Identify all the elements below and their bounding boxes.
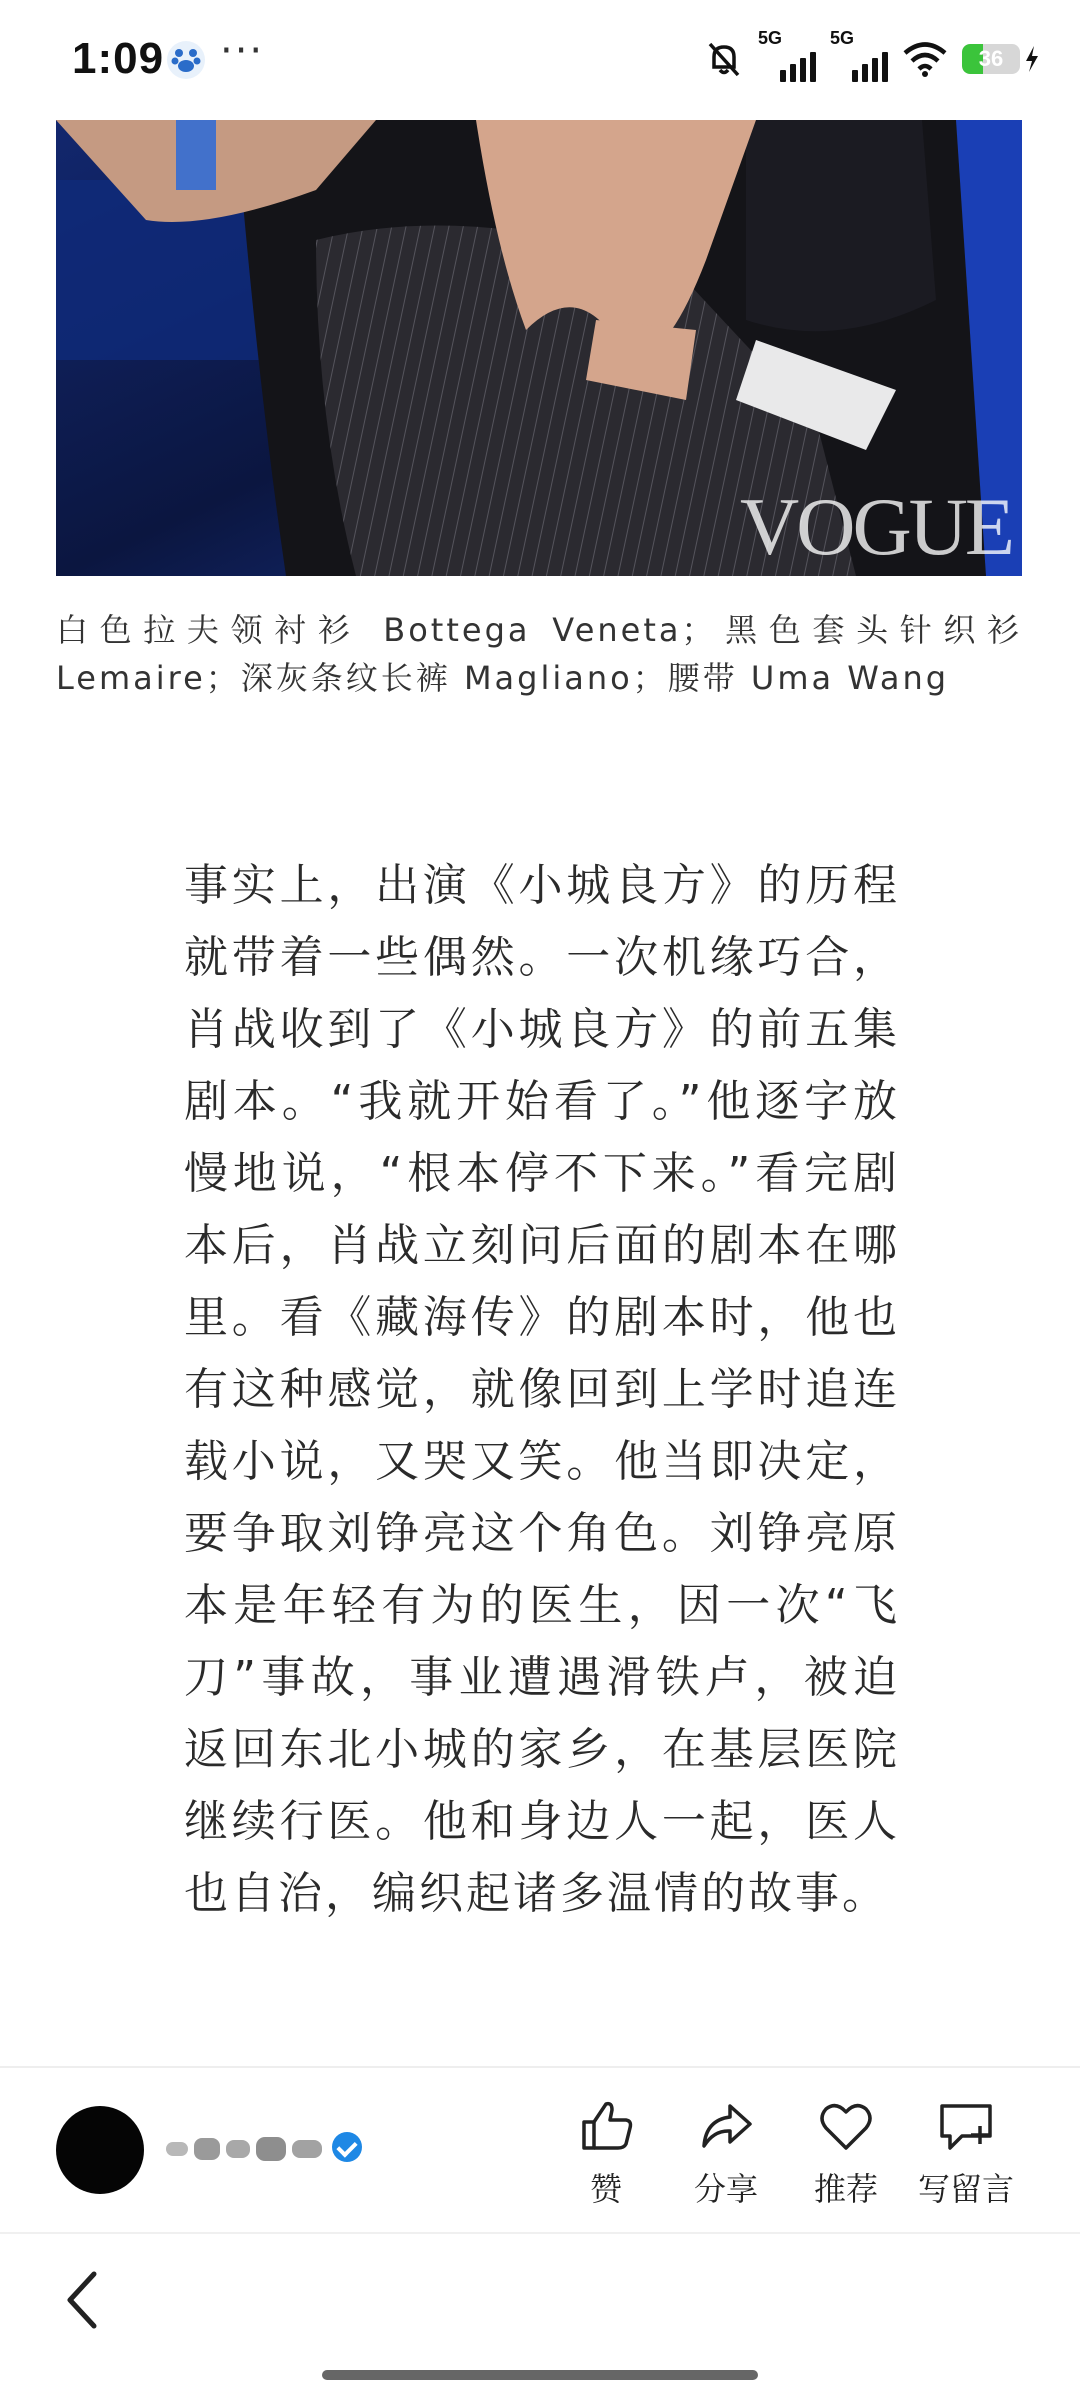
like-button[interactable] [536,2096,676,2206]
author-name-blurred[interactable] [166,2134,326,2164]
photo-caption: 白色拉夫领衬衫 Bottega Veneta；黑色套头针织衫 Lemaire；深灰条纹长裤 Magliano；腰带 Uma Wang [56,611,1022,697]
heart-icon [816,2096,876,2156]
article-photo [56,120,1022,576]
comment-add-icon [936,2096,996,2156]
recommend-label: 推荐 [813,2170,878,2208]
battery-icon [962,44,1040,74]
home-indicator[interactable] [322,2370,758,2380]
status-bar [0,0,1080,120]
write-comment-button[interactable] [896,2096,1036,2206]
share-label: 分享 [693,2170,758,2208]
back-chevron-icon[interactable] [54,2260,114,2340]
author-info[interactable] [56,2104,386,2196]
status-time: 1:09 [72,34,165,83]
status-icons [704,28,1040,84]
share-button[interactable] [656,2096,796,2206]
paw-app-icon [166,40,206,80]
charging-icon [1024,45,1040,73]
vogue-watermark: VOGUE [740,481,1012,572]
nav-divider [0,2232,1080,2234]
more-notifications-icon: ··· [220,28,265,74]
share-arrow-icon [696,2096,756,2156]
signal-sim2-icon: 5G [830,36,888,82]
verified-badge-icon [332,2132,362,2162]
recommend-button[interactable] [776,2096,916,2206]
action-bar-divider [0,2066,1080,2068]
avatar[interactable] [56,2106,144,2194]
battery-level: 36 [978,46,1004,71]
article-paragraph: 事实上，出演《小城良方》的历程就带着一些偶然。一次机缘巧合，肖战收到了《小城良方》的前五集剧本。“我就开始看了。”他逐字放慢地说，“根本停不下来。”看完剧本后，肖战立刻问后面的剧本在哪里。看《藏海传》的剧本时，他也有这种感觉，就像回到上学时追连载小说，又哭又笑。他当即决定，要争取刘铮亮这个角色。刘铮亮原本是年轻有为的医生，因一次“飞刀”事故，事业遭遇滑铁卢，被迫返回东北小城的家乡，在基层医院继续行医。他和身边人一起，医人也自治，编织起诸多温情的故事。 [184,860,900,1919]
bell-off-icon [704,39,744,79]
write-comment-label: 写留言 [917,2170,1014,2208]
like-label: 赞 [589,2170,622,2208]
thumbs-up-icon [576,2096,636,2156]
signal-sim1-icon: 5G [758,36,816,82]
wifi-icon [902,40,948,78]
